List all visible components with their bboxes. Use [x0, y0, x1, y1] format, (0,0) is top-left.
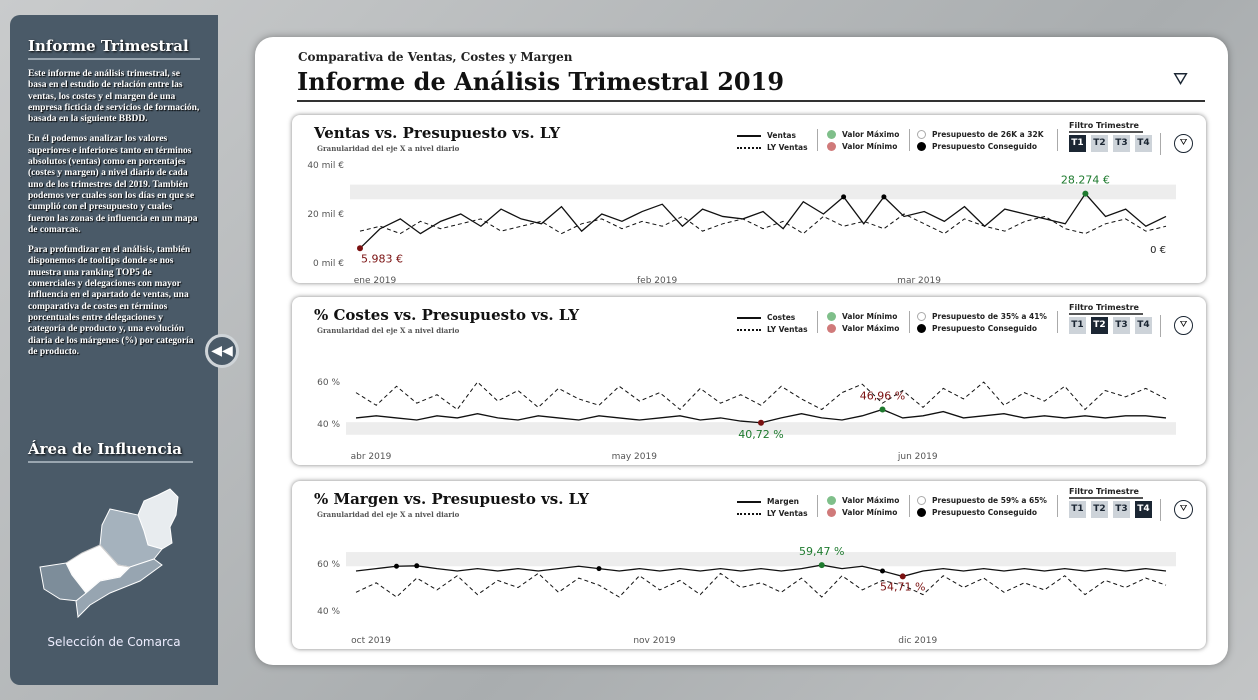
x-tick-label: may 2019 — [611, 452, 657, 462]
y-tick-label: 40 % — [317, 420, 340, 431]
line-chart — [292, 297, 1206, 465]
y-tick-label: 0 mil € — [313, 259, 344, 269]
budget-band — [350, 185, 1176, 200]
ly-series-line — [356, 382, 1166, 409]
filter-clear-icon[interactable]: ⛛ — [1173, 69, 1189, 90]
quarter-button-t2[interactable]: T2 — [1091, 501, 1108, 518]
min-point — [357, 245, 363, 251]
x-tick-label: feb 2019 — [637, 276, 678, 283]
x-tick-label: abr 2019 — [350, 452, 392, 462]
series-line — [356, 565, 1166, 576]
sidebar-title: Informe Trimestral — [28, 37, 200, 60]
rewind-icon: ◀◀ — [211, 343, 233, 359]
quarter-filter-title: Filtro Trimestre — [1069, 121, 1143, 133]
comarca-map[interactable] — [30, 485, 200, 625]
max-point — [880, 406, 886, 412]
quarter-button-t4[interactable]: T4 — [1135, 317, 1152, 334]
chart-panel — [292, 115, 1206, 283]
page-title: Informe de Análisis Trimestral 2019 — [297, 67, 785, 96]
ly-series-line — [360, 214, 1166, 234]
budget-hit-point — [841, 194, 846, 199]
min-point — [900, 573, 906, 579]
map-title: Área de Influencia — [28, 440, 193, 463]
legend-label: Valor Mínimo — [842, 312, 898, 321]
max-value-label: 28.274 € — [1060, 173, 1110, 187]
min-value-label: 54,71 % — [880, 580, 926, 594]
legend-label: Valor Máximo — [842, 130, 900, 139]
x-tick-label: oct 2019 — [351, 636, 391, 646]
max-point — [819, 562, 825, 568]
chart-title: % Costes vs. Presupuesto vs. LY — [314, 306, 580, 324]
budget-band — [346, 552, 1176, 566]
x-tick-label: nov 2019 — [633, 636, 676, 646]
chart-title: % Margen vs. Presupuesto vs. LY — [314, 490, 589, 508]
chart-subtitle: Granularidad del eje X a nivel diario — [317, 144, 460, 153]
legend-label: Presupuesto Conseguido — [932, 508, 1038, 517]
sidebar-paragraph: Para profundizar en el análisis, también disponemos de tooltips donde se nos muestra una ranking TOP5 de comerciales y delegaciones con mayor influencia en el apartado de ventas, una comparativa de costes en términos porcentuales entre delegaciones y categoría de producto y, una evolución diaria de los márgenes (%) por categoría de producto. — [28, 245, 194, 357]
budget-hit-point — [597, 566, 602, 571]
quarter-filter-title: Filtro Trimestre — [1069, 487, 1143, 499]
ly-series-line — [356, 573, 1166, 597]
max-point — [1082, 191, 1088, 197]
legend-label: Ventas — [767, 131, 796, 140]
legend-label: Valor Mínimo — [842, 142, 898, 151]
sidebar-paragraph: Este informe de análisis trimestral, se basa en el estudio de relación entre las ventas, los costes y el margen de una empresa ficticia de servicios de formación, basada en la siguiente BBDD. — [28, 69, 200, 125]
legend-label: Presupuesto de 35% a 41% — [932, 312, 1047, 321]
line-chart — [292, 481, 1206, 649]
y-tick-label: 60 % — [317, 378, 340, 389]
end-value-label: 0 € — [1150, 245, 1166, 256]
legend-label: Presupuesto Conseguido — [932, 142, 1038, 151]
x-tick-label: jun 2019 — [897, 452, 938, 462]
legend-label: Valor Máximo — [842, 496, 900, 505]
legend-label: Valor Máximo — [842, 324, 900, 333]
legend-label: LY Ventas — [767, 509, 808, 518]
legend-label: LY Ventas — [767, 143, 808, 152]
quarter-button-t2[interactable]: T2 — [1091, 317, 1108, 334]
legend-label: LY Ventas — [767, 325, 808, 334]
collapse-sidebar-button[interactable] — [205, 334, 239, 368]
map-caption: Selección de Comarca — [47, 635, 181, 649]
chart-panel — [292, 297, 1206, 465]
report-card — [255, 37, 1228, 665]
quarter-button-t1[interactable]: T1 — [1069, 317, 1086, 334]
filter-clear-icon: ⛛ — [1179, 320, 1188, 330]
report-subtitle: Comparativa de Ventas, Costes y Margen — [298, 50, 573, 64]
filter-clear-icon: ⛛ — [1179, 504, 1188, 514]
quarter-button-t1[interactable]: T1 — [1069, 501, 1086, 518]
budget-hit-point — [881, 194, 886, 199]
quarter-button-t4[interactable]: T4 — [1135, 135, 1152, 152]
max-value-label: 59,47 % — [799, 545, 845, 559]
sidebar-paragraph: En él podemos analizar los valores superiores e inferiores tanto en términos absolutos (ventas) como en porcentajes (costes y margen) a nivel diario de cada uno de los trimestres del 2019. También podemos ver cuales son los días en que se cumplió con el presupuesto y cuales fueron las zonas de influencia en un mapa de comarcas. — [28, 134, 198, 235]
min-value-label: 40,72 % — [738, 427, 784, 441]
quarter-button-t4[interactable]: T4 — [1135, 501, 1152, 518]
chart-panel — [292, 481, 1206, 649]
line-chart — [292, 115, 1206, 283]
sidebar — [10, 15, 218, 685]
legend-label: Presupuesto de 26K a 32K — [932, 130, 1044, 139]
x-tick-label: dic 2019 — [898, 636, 938, 646]
y-tick-label: 40 % — [317, 607, 340, 618]
quarter-button-t3[interactable]: T3 — [1113, 135, 1130, 152]
legend-label: Costes — [767, 313, 796, 322]
budget-hit-point — [414, 563, 419, 568]
quarter-button-t1[interactable]: T1 — [1069, 135, 1086, 152]
chart-title: Ventas vs. Presupuesto vs. LY — [314, 124, 561, 142]
legend-label: Valor Mínimo — [842, 508, 898, 517]
quarter-filter-title: Filtro Trimestre — [1069, 303, 1143, 315]
chart-subtitle: Granularidad del eje X a nivel diario — [317, 326, 460, 335]
y-tick-label: 40 mil € — [307, 161, 344, 171]
chart-subtitle: Granularidad del eje X a nivel diario — [317, 510, 460, 519]
series-line — [360, 194, 1166, 249]
budget-hit-point — [880, 569, 885, 574]
filter-clear-icon: ⛛ — [1179, 138, 1188, 148]
min-value-label: 5.983 € — [361, 252, 403, 266]
divider — [297, 100, 1205, 102]
legend-label: Presupuesto Conseguido — [932, 324, 1038, 333]
max-value-label: 46,96 % — [859, 389, 906, 403]
x-tick-label: ene 2019 — [353, 276, 397, 283]
quarter-button-t2[interactable]: T2 — [1091, 135, 1108, 152]
y-tick-label: 60 % — [317, 559, 340, 570]
min-point — [758, 420, 764, 426]
budget-hit-point — [394, 564, 399, 569]
x-tick-label: mar 2019 — [897, 276, 941, 283]
legend-label: Margen — [767, 497, 800, 506]
quarter-button-t3[interactable]: T3 — [1113, 317, 1130, 334]
legend-label: Presupuesto de 59% a 65% — [932, 496, 1047, 505]
quarter-button-t3[interactable]: T3 — [1113, 501, 1130, 518]
y-tick-label: 20 mil € — [307, 210, 344, 220]
sidebar-description — [28, 69, 200, 358]
